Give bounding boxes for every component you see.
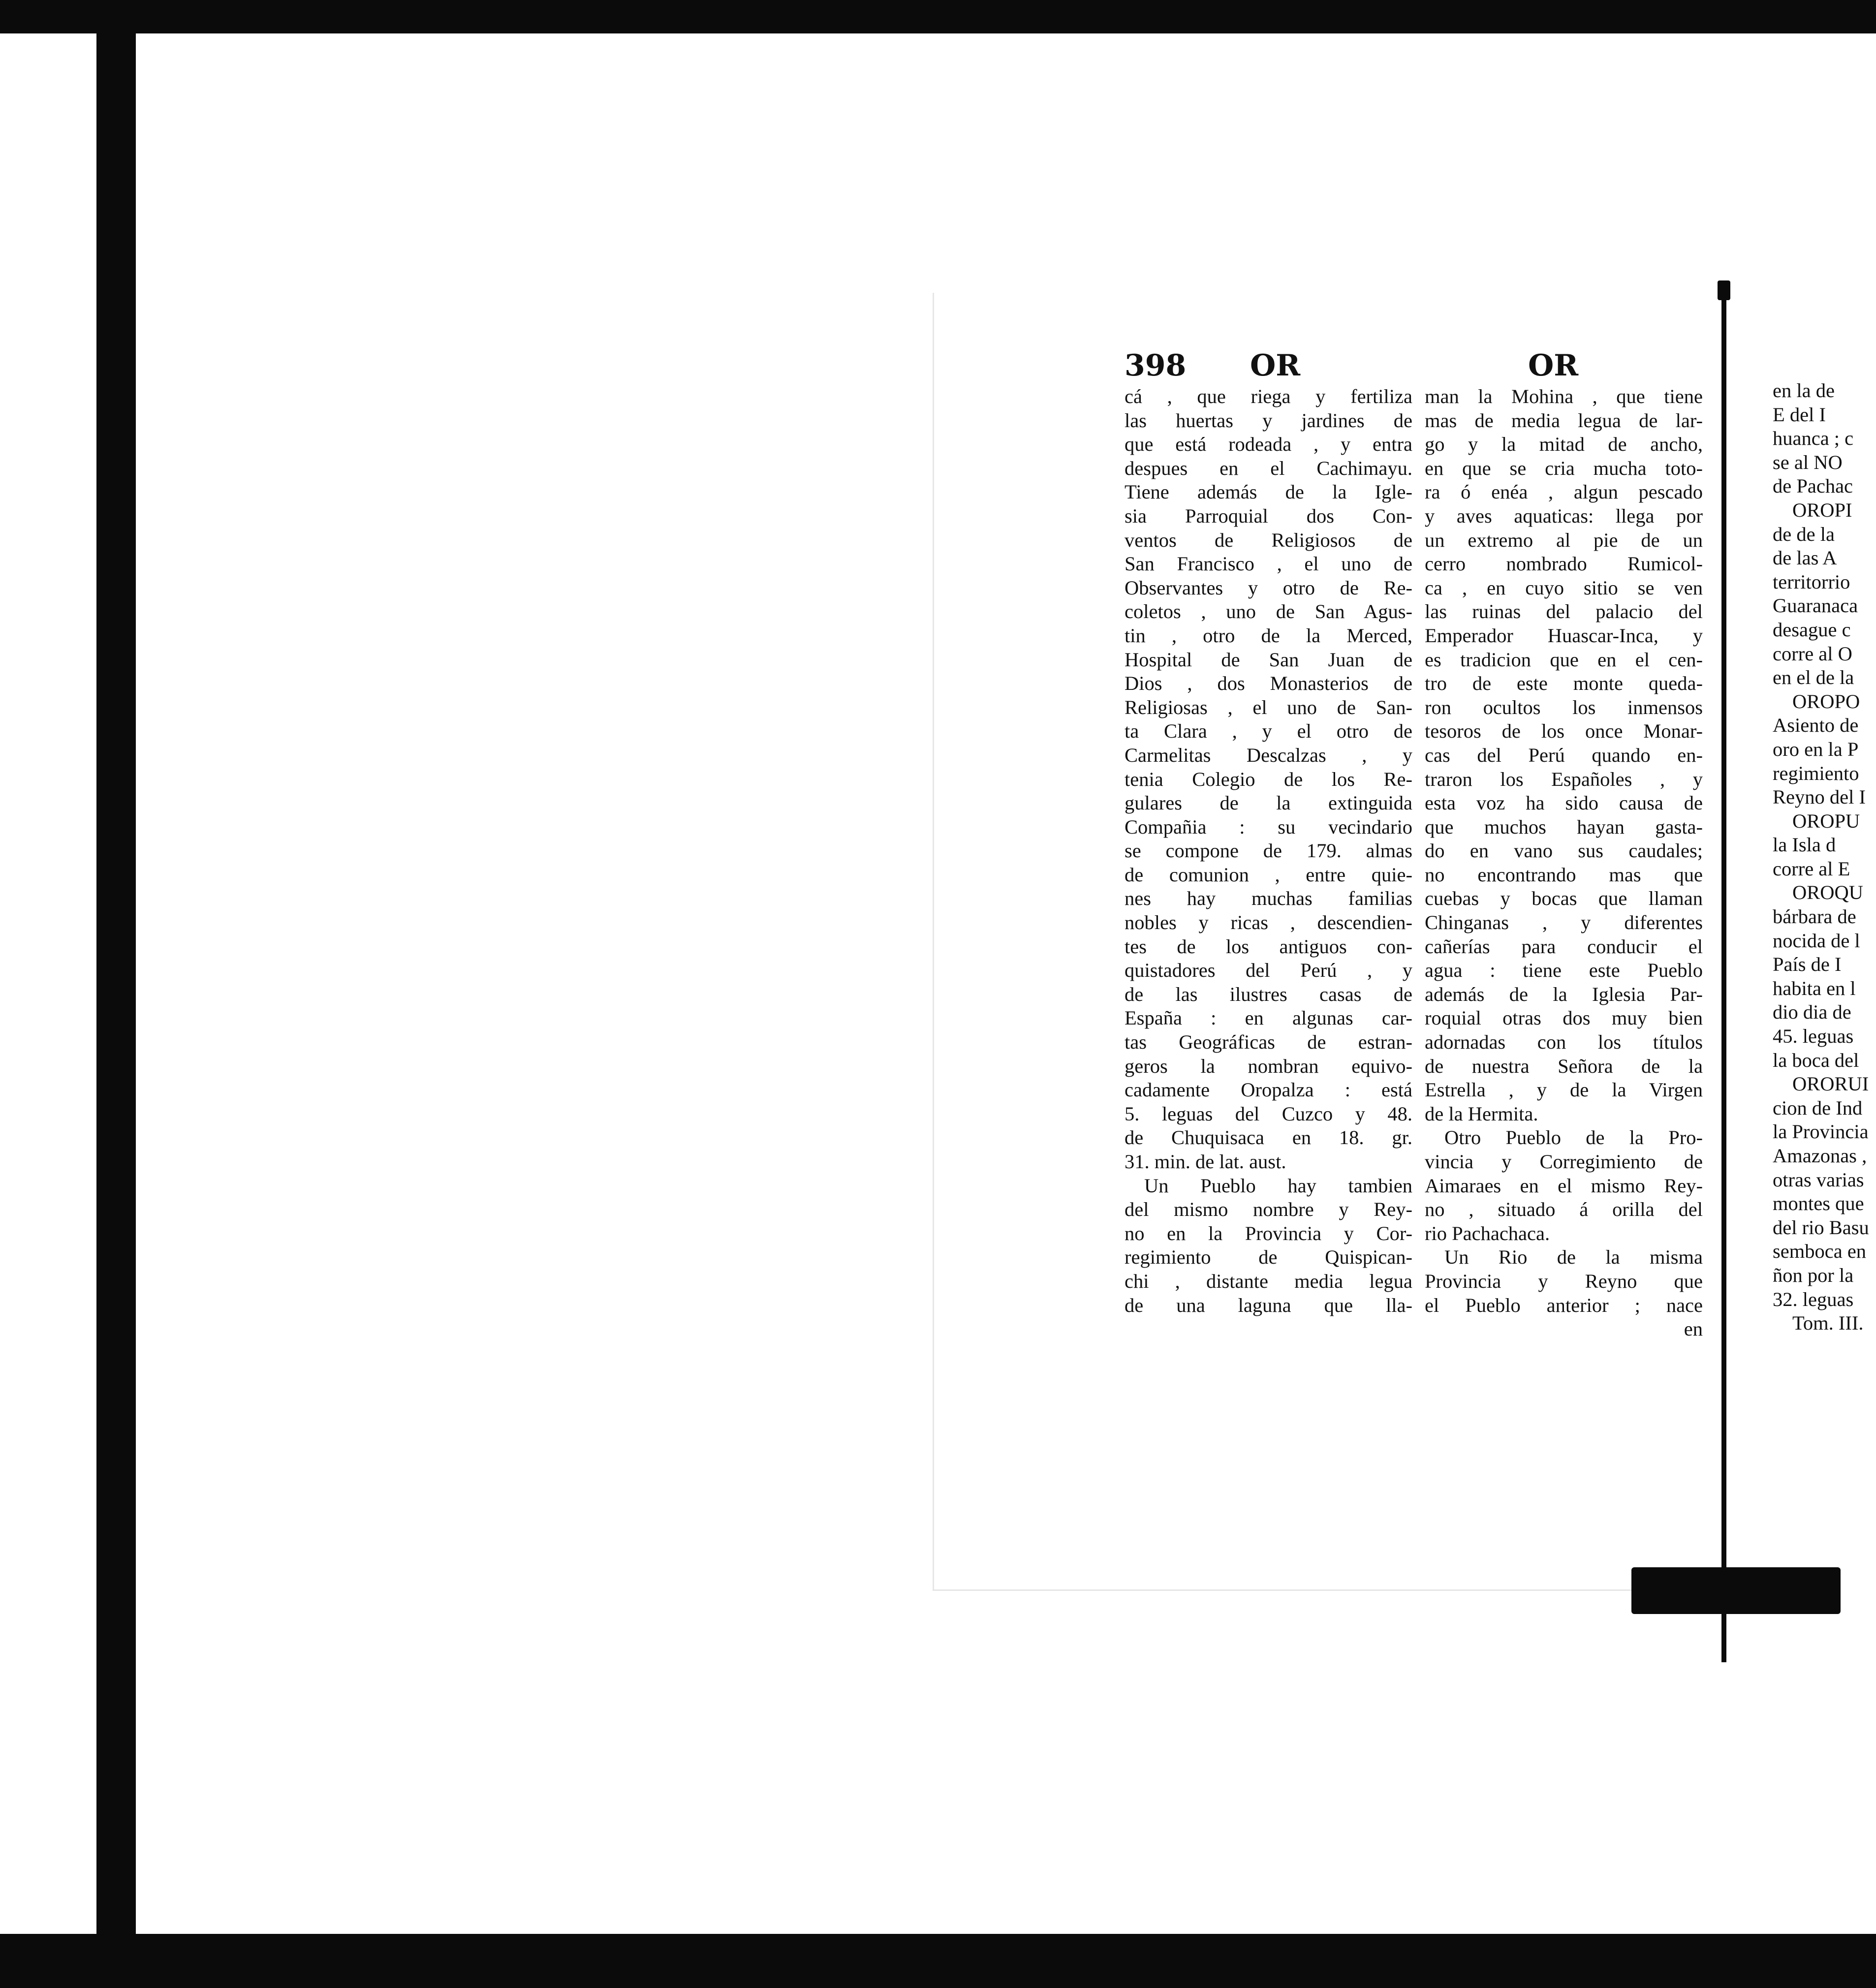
text-line: en la de	[1773, 379, 1835, 402]
text-line: gulares de la extinguida	[1125, 792, 1412, 814]
text-line: agua : tiene este Pueblo	[1425, 959, 1703, 982]
text-line: 32. leguas	[1773, 1288, 1854, 1310]
text-line: man la Mohina , que tiene	[1425, 385, 1703, 407]
text-line: la boca del	[1773, 1049, 1859, 1071]
text-column-facing-page	[1773, 379, 1876, 1336]
text-line: roquial otras dos muy bien	[1425, 1007, 1703, 1029]
text-line: OROPI	[1792, 498, 1852, 521]
text-line: OROQU	[1792, 881, 1864, 904]
text-line: ventos de Religiosos de	[1125, 528, 1412, 551]
text-line: España : en algunas car-	[1125, 1007, 1412, 1029]
text-line: bárbara de	[1773, 905, 1856, 928]
text-line: habita en l	[1773, 977, 1856, 999]
text-line: cadamente Oropalza : está	[1125, 1079, 1412, 1101]
text-line: en el de la	[1773, 666, 1854, 689]
text-line: Aimaraes en el mismo Rey-	[1425, 1174, 1703, 1197]
text-line: Asiento de	[1773, 714, 1859, 737]
text-line: go y la mitad de ancho,	[1425, 433, 1703, 456]
text-line: cuebas y bocas que llaman	[1425, 887, 1703, 910]
text-line: de Chuquisaca en 18. gr.	[1125, 1126, 1412, 1149]
text-line: tenia Colegio de los Re-	[1125, 768, 1412, 790]
text-line: 5. leguas del Cuzco y 48.	[1125, 1102, 1412, 1125]
text-line: de nuestra Señora de la	[1425, 1055, 1703, 1077]
text-line: del mismo nombre y Rey-	[1125, 1198, 1412, 1221]
binding-gutter	[1721, 284, 1726, 1662]
film-border-top	[0, 0, 1876, 33]
text-line: Observantes y otro de Re-	[1125, 576, 1412, 599]
text-line: Un Rio de la misma	[1444, 1246, 1703, 1269]
text-line: 45. leguas	[1773, 1025, 1854, 1048]
text-line: tes de los antiguos con-	[1125, 935, 1412, 958]
text-line: no encontrando mas que	[1425, 863, 1703, 886]
text-line: cá , que riega y fertiliza	[1125, 385, 1412, 407]
text-line: Un Pueblo hay tambien	[1144, 1174, 1412, 1197]
text-line: corre al O	[1773, 642, 1852, 665]
text-line: Dios , dos Monasterios de	[1125, 672, 1412, 695]
text-line: es tradicion que en el cen-	[1425, 648, 1703, 671]
text-line: de la Hermita.	[1425, 1102, 1538, 1125]
text-line: en	[1684, 1318, 1703, 1340]
text-line: dio dia de	[1773, 1001, 1851, 1024]
text-line: de Pachac	[1773, 475, 1853, 497]
text-line: que está rodeada , y entra	[1125, 433, 1412, 456]
text-line: la Isla d	[1773, 834, 1836, 856]
text-line: Hospital de San Juan de	[1125, 648, 1412, 671]
running-head-right: OR	[1528, 348, 1579, 383]
text-line: en que se cria mucha toto-	[1425, 457, 1703, 479]
text-line: Chinganas , y diferentes	[1425, 911, 1703, 934]
text-line: rio Pachachaca.	[1425, 1222, 1550, 1244]
text-line: Compañia : su vecindario	[1125, 815, 1412, 838]
text-line: ORORUI	[1792, 1073, 1869, 1095]
text-line: nocida de l	[1773, 929, 1860, 952]
text-line: desague c	[1773, 618, 1851, 641]
text-line: se al NO	[1773, 451, 1843, 473]
text-line: 31. min. de lat. aust.	[1125, 1150, 1286, 1173]
text-line: ca , en cuyo sitio se ven	[1425, 576, 1703, 599]
text-line: de las ilustres casas de	[1125, 983, 1412, 1005]
text-line: el Pueblo anterior ; nace	[1425, 1294, 1703, 1316]
text-line: País de I	[1773, 953, 1842, 976]
text-line: Reyno del I	[1773, 786, 1866, 808]
text-line: ta Clara , y el otro de	[1125, 720, 1412, 743]
text-line: Tiene además de la Igle-	[1125, 481, 1412, 503]
text-line: montes que	[1773, 1192, 1864, 1215]
text-line: San Francisco , el uno de	[1125, 553, 1412, 575]
text-line: no en la Provincia y Cor-	[1125, 1222, 1412, 1244]
film-clip-block	[1631, 1567, 1841, 1614]
text-line: las ruinas del palacio del	[1425, 600, 1703, 623]
text-line: sia Parroquial dos Con-	[1125, 504, 1412, 527]
text-line: de de la	[1773, 523, 1835, 545]
text-line: de una laguna que lla-	[1125, 1294, 1412, 1316]
text-column-right	[1425, 385, 1703, 1341]
text-line: nobles y ricas , descendien-	[1125, 911, 1412, 934]
text-line: Religiosas , el uno de San-	[1125, 696, 1412, 718]
text-line: ñon por la	[1773, 1264, 1854, 1286]
text-line: territorrio	[1773, 570, 1850, 593]
text-line: semboca en	[1773, 1240, 1867, 1263]
text-line: Amazonas ,	[1773, 1145, 1867, 1167]
text-line: ron ocultos los inmensos	[1425, 696, 1703, 718]
text-line: cañerías para conducir el	[1425, 935, 1703, 958]
text-line: oro en la P	[1773, 738, 1859, 760]
text-line: despues en el Cachimayu.	[1125, 457, 1412, 479]
text-line: Tom. III.	[1792, 1312, 1864, 1335]
text-line: quistadores del Perú , y	[1125, 959, 1412, 982]
text-line: Provincia y Reyno que	[1425, 1270, 1703, 1292]
text-line: coletos , uno de San Agus-	[1125, 600, 1412, 623]
text-line: un extremo al pie de un	[1425, 528, 1703, 551]
film-border-bottom	[0, 1934, 1876, 1988]
text-line: OROPU	[1792, 809, 1860, 832]
text-line: cion de Ind	[1773, 1096, 1863, 1119]
text-line: OROPO	[1792, 690, 1860, 713]
text-line: tro de este monte queda-	[1425, 672, 1703, 695]
text-line: esta voz ha sido causa de	[1425, 792, 1703, 814]
text-line: de comunion , entre quie-	[1125, 863, 1412, 886]
text-line: regimiento	[1773, 762, 1859, 784]
text-line: del rio Basu	[1773, 1216, 1869, 1239]
text-line: Estrella , y de la Virgen	[1425, 1079, 1703, 1101]
text-line: la Provincia	[1773, 1120, 1869, 1143]
text-line: otras varias	[1773, 1168, 1864, 1191]
text-line: y aves aquaticas: llega por	[1425, 504, 1703, 527]
film-border-left	[96, 0, 136, 1988]
text-line: además de la Iglesia Par-	[1425, 983, 1703, 1005]
text-line: huanca ; c	[1773, 427, 1854, 450]
text-line: corre al E	[1773, 857, 1850, 880]
text-column-left	[1125, 385, 1412, 1317]
text-line: nes hay muchas familias	[1125, 887, 1412, 910]
text-line: adornadas con los títulos	[1425, 1031, 1703, 1054]
text-line: tesoros de los once Monar-	[1425, 720, 1703, 743]
text-line: no , situado á orilla del	[1425, 1198, 1703, 1221]
text-line: se compone de 179. almas	[1125, 839, 1412, 862]
text-line: cerro nombrado Rumicol-	[1425, 553, 1703, 575]
page-number: 398	[1125, 348, 1187, 383]
text-line: vincia y Corregimiento de	[1425, 1150, 1703, 1173]
text-line: traron los Españoles , y	[1425, 768, 1703, 790]
film-margin-left	[0, 33, 96, 1934]
text-line: E del I	[1773, 403, 1826, 426]
text-line: cas del Perú quando en-	[1425, 744, 1703, 766]
text-line: que muchos hayan gasta-	[1425, 815, 1703, 838]
text-line: de las A	[1773, 547, 1837, 569]
text-line: tin , otro de la Merced,	[1125, 624, 1412, 647]
text-line: Otro Pueblo de la Pro-	[1444, 1126, 1703, 1149]
text-line: Emperador Huascar-Inca, y	[1425, 624, 1703, 647]
text-line: mas de media legua de lar-	[1425, 409, 1703, 432]
text-line: geros la nombran equivo-	[1125, 1055, 1412, 1077]
text-line: do en vano sus caudales;	[1425, 839, 1703, 862]
running-head-left: OR	[1250, 348, 1301, 383]
text-line: tas Geográficas de estran-	[1125, 1031, 1412, 1054]
text-line: Guaranaca	[1773, 594, 1858, 617]
text-line: ra ó enéa , algun pescado	[1425, 481, 1703, 503]
text-line: regimiento de Quispican-	[1125, 1246, 1412, 1269]
text-line: las huertas y jardines de	[1125, 409, 1412, 432]
text-line: Carmelitas Descalzas , y	[1125, 744, 1412, 766]
text-line: chi , distante media legua	[1125, 1270, 1412, 1292]
